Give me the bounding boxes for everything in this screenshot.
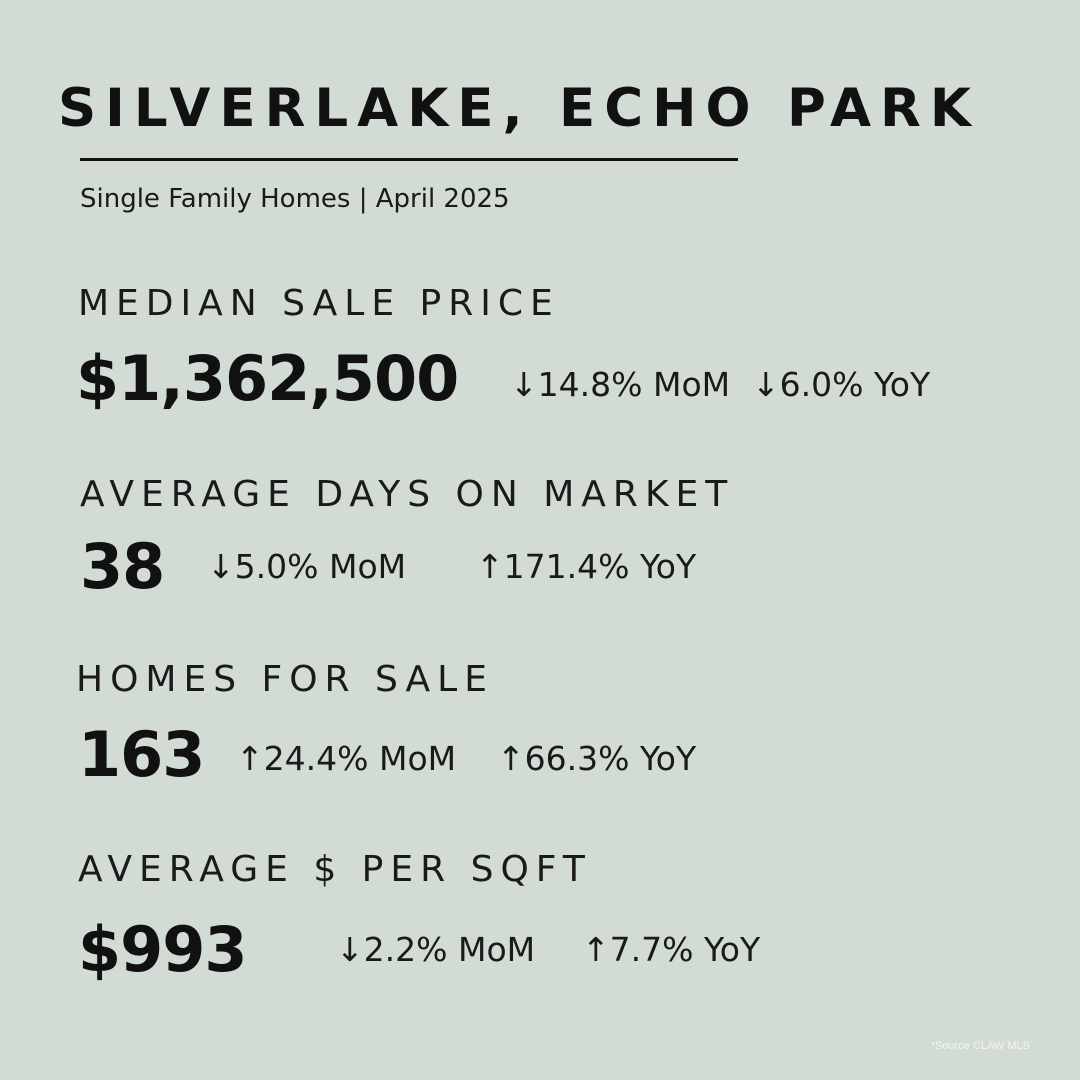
- report-subtitle: Single Family Homes | April 2025: [80, 184, 510, 214]
- median-sale-price-value: $1,362,500: [76, 342, 459, 415]
- arrow-down-icon: ↓: [336, 930, 364, 969]
- average-days-on-market-mom-text: 5.0% MoM: [234, 547, 407, 586]
- median-sale-price-mom-text: 14.8% MoM: [537, 365, 731, 404]
- source-note: *Source CLAW MLS: [930, 1040, 1030, 1052]
- median-sale-price-mom: [510, 365, 730, 404]
- homes-for-sale-value: 163: [78, 718, 205, 791]
- average-price-per-sqft-mom-text: 2.2% MoM: [363, 930, 536, 969]
- page-title: SILVERLAKE, ECHO PARK: [58, 78, 980, 139]
- arrow-down-icon: ↓: [510, 365, 538, 404]
- homes-for-sale-yoy: [497, 739, 696, 778]
- average-days-on-market-value: 38: [80, 530, 165, 603]
- average-price-per-sqft-yoy-text: 7.7% YoY: [609, 930, 761, 969]
- arrow-down-icon: ↓: [207, 547, 235, 586]
- average-price-per-sqft-yoy: [582, 930, 760, 969]
- homes-for-sale-yoy-text: 66.3% YoY: [524, 739, 697, 778]
- homes-for-sale-mom-text: 24.4% MoM: [263, 739, 457, 778]
- arrow-up-icon: ↑: [497, 739, 525, 778]
- arrow-up-icon: ↑: [236, 739, 264, 778]
- homes-for-sale-label: HOMES FOR SALE: [76, 659, 494, 700]
- average-days-on-market-yoy: [476, 547, 696, 586]
- average-price-per-sqft-mom: [336, 930, 535, 969]
- average-days-on-market-mom: [207, 547, 406, 586]
- median-sale-price-label: MEDIAN SALE PRICE: [78, 283, 560, 324]
- arrow-down-icon: ↓: [752, 365, 780, 404]
- arrow-up-icon: ↑: [582, 930, 610, 969]
- arrow-up-icon: ↑: [476, 547, 504, 586]
- average-price-per-sqft-label: AVERAGE $ PER SQFT: [78, 849, 592, 890]
- median-sale-price-yoy: [752, 365, 930, 404]
- median-sale-price-yoy-text: 6.0% YoY: [779, 365, 931, 404]
- average-days-on-market-label: AVERAGE DAYS ON MARKET: [80, 474, 735, 515]
- homes-for-sale-mom: [236, 739, 456, 778]
- average-days-on-market-yoy-text: 171.4% YoY: [503, 547, 697, 586]
- average-price-per-sqft-value: $993: [78, 913, 247, 986]
- title-divider: [80, 158, 738, 161]
